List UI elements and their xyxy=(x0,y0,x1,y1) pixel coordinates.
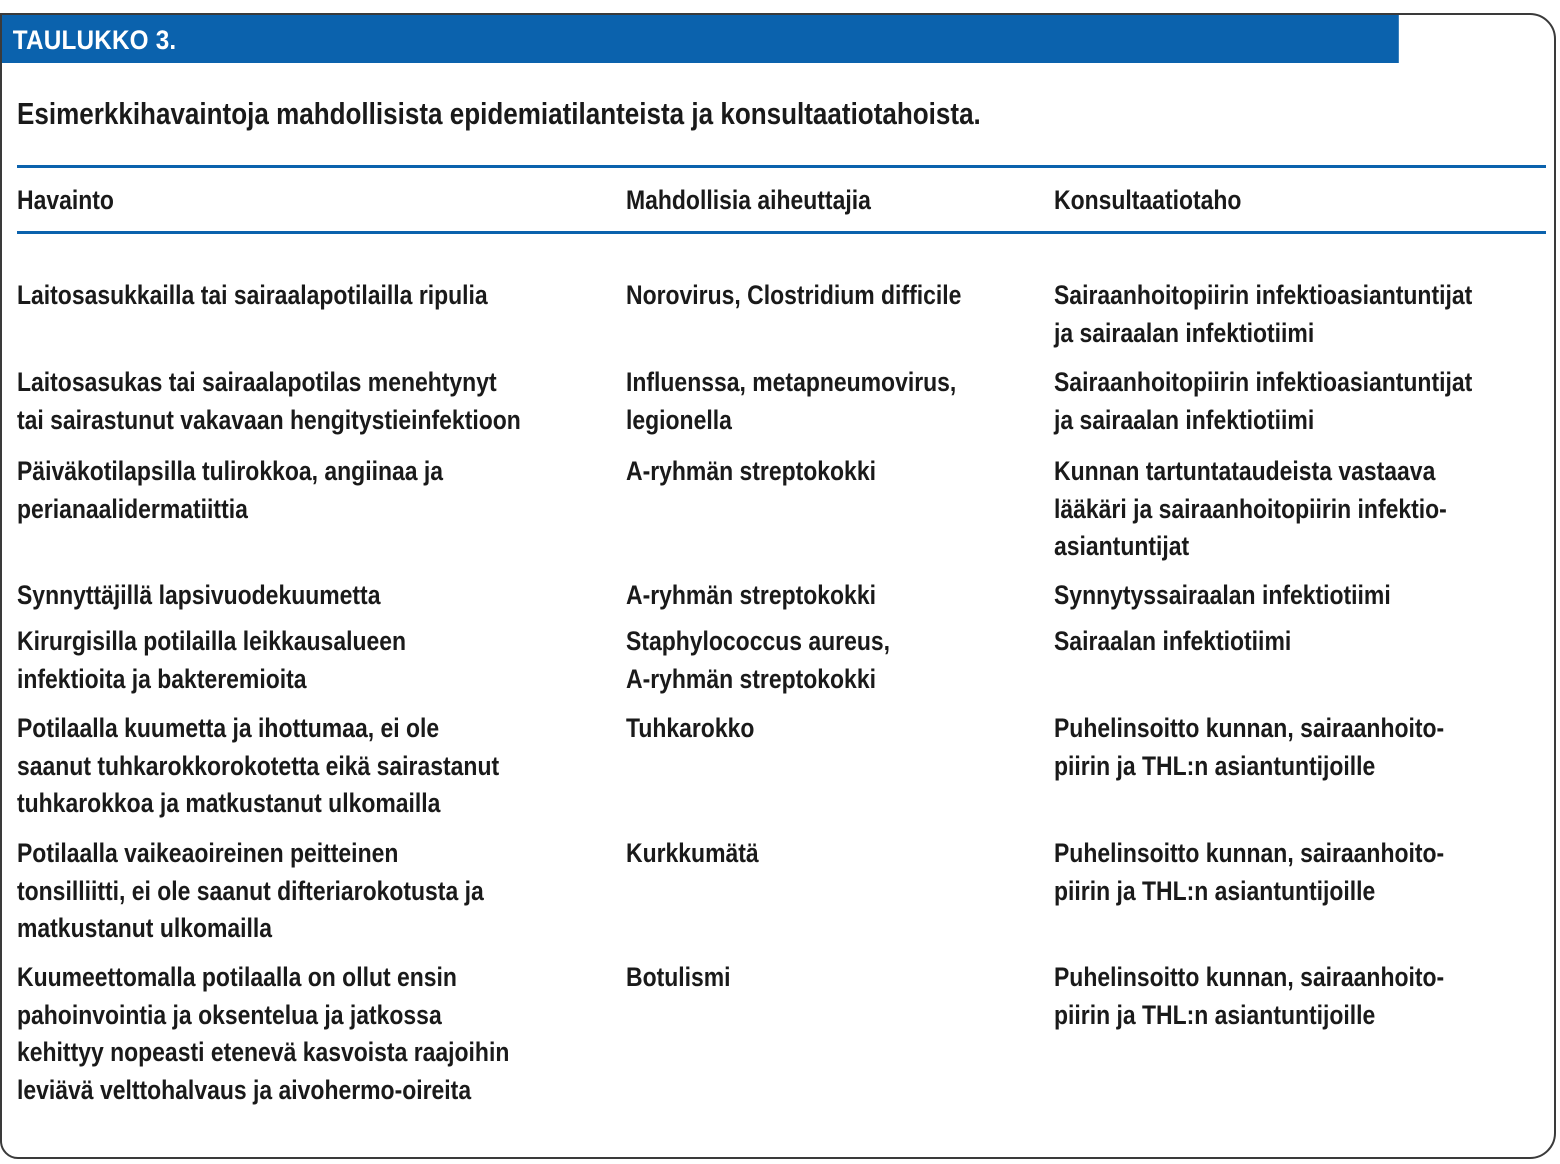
cell-konsultaatio: Puhelinsoitto kunnan, sairaanhoito- piirin ja THL:n asiantuntijoille xyxy=(1054,962,1445,1030)
cell-havainto: Synnyttäjillä lapsivuodekuumetta xyxy=(17,580,381,610)
cell-aiheuttajat: Staphylococcus aureus, A-ryhmän streptokokki xyxy=(626,626,891,694)
table-label: TAULUKKO 3. xyxy=(2,15,1399,63)
cell-aiheuttajat: Kurkkumätä xyxy=(626,838,759,868)
cell-havainto: Kuumeettomalla potilaalla on ollut ensin pahoinvointia ja oksentelua ja jatkossa kehittyy nopeasti etenevä kasvoista raajoihin leviävä velttohalvaus ja aivohermo-oireita xyxy=(17,962,510,1105)
cell-aiheuttajat: A-ryhmän streptokokki xyxy=(626,456,876,486)
cell-aiheuttajat: Influenssa, metapneumovirus, legionella xyxy=(626,367,957,435)
cell-aiheuttajat: Norovirus, Clostridium difficile xyxy=(626,280,962,310)
column-header-konsultaatio: Konsultaatiotaho xyxy=(1054,185,1242,215)
cell-havainto: Laitosasukkailla tai sairaalapotilailla ripulia xyxy=(17,280,488,310)
column-header-aiheuttajat: Mahdollisia aiheuttajia xyxy=(626,185,871,215)
table-caption: Esimerkkihavaintoja mahdollisista epidemiatilanteista ja konsultaatiotahoista. xyxy=(17,96,981,131)
cell-konsultaatio: Sairaanhoitopiirin infektioasiantuntijat ja sairaalan infektiotiimi xyxy=(1054,367,1473,435)
cell-havainto: Potilaalla kuumetta ja ihottumaa, ei ole saanut tuhkarokkorokotetta eikä sairastanut tuhkarokkoa ja matkustanut ulkomailla xyxy=(17,713,500,818)
cell-havainto: Potilaalla vaikeaoireinen peitteinen tonsilliitti, ei ole saanut difteriarokotusta ja matkustanut ulkomailla xyxy=(17,838,484,943)
cell-aiheuttajat: Botulismi xyxy=(626,962,731,992)
cell-konsultaatio: Puhelinsoitto kunnan, sairaanhoito- piirin ja THL:n asiantuntijoille xyxy=(1054,838,1445,906)
cell-havainto: Päiväkotilapsilla tulirokkoa, angiinaa ja perianaalidermatiittia xyxy=(17,456,444,524)
cell-aiheuttajat: A-ryhmän streptokokki xyxy=(626,580,876,610)
column-header-havainto: Havainto xyxy=(17,185,114,215)
cell-aiheuttajat: Tuhkarokko xyxy=(626,713,755,743)
header-top-rule xyxy=(17,165,1546,168)
cell-konsultaatio: Sairaalan infektiotiimi xyxy=(1054,626,1292,656)
header-bottom-rule xyxy=(17,231,1546,234)
cell-havainto: Laitosasukas tai sairaalapotilas menehtynyt tai sairastunut vakavaan hengitystieinfektioon xyxy=(17,367,521,435)
cell-konsultaatio: Sairaanhoitopiirin infektioasiantuntijat ja sairaalan infektiotiimi xyxy=(1054,280,1473,348)
cell-konsultaatio: Kunnan tartuntataudeista vastaava lääkäri ja sairaanhoitopiirin infektio- asiantuntijat xyxy=(1054,456,1447,561)
cell-konsultaatio: Synnytyssairaalan infektiotiimi xyxy=(1054,580,1391,610)
cell-havainto: Kirurgisilla potilailla leikkausalueen infektioita ja bakteremioita xyxy=(17,626,407,694)
cell-konsultaatio: Puhelinsoitto kunnan, sairaanhoito- piirin ja THL:n asiantuntijoille xyxy=(1054,713,1445,781)
